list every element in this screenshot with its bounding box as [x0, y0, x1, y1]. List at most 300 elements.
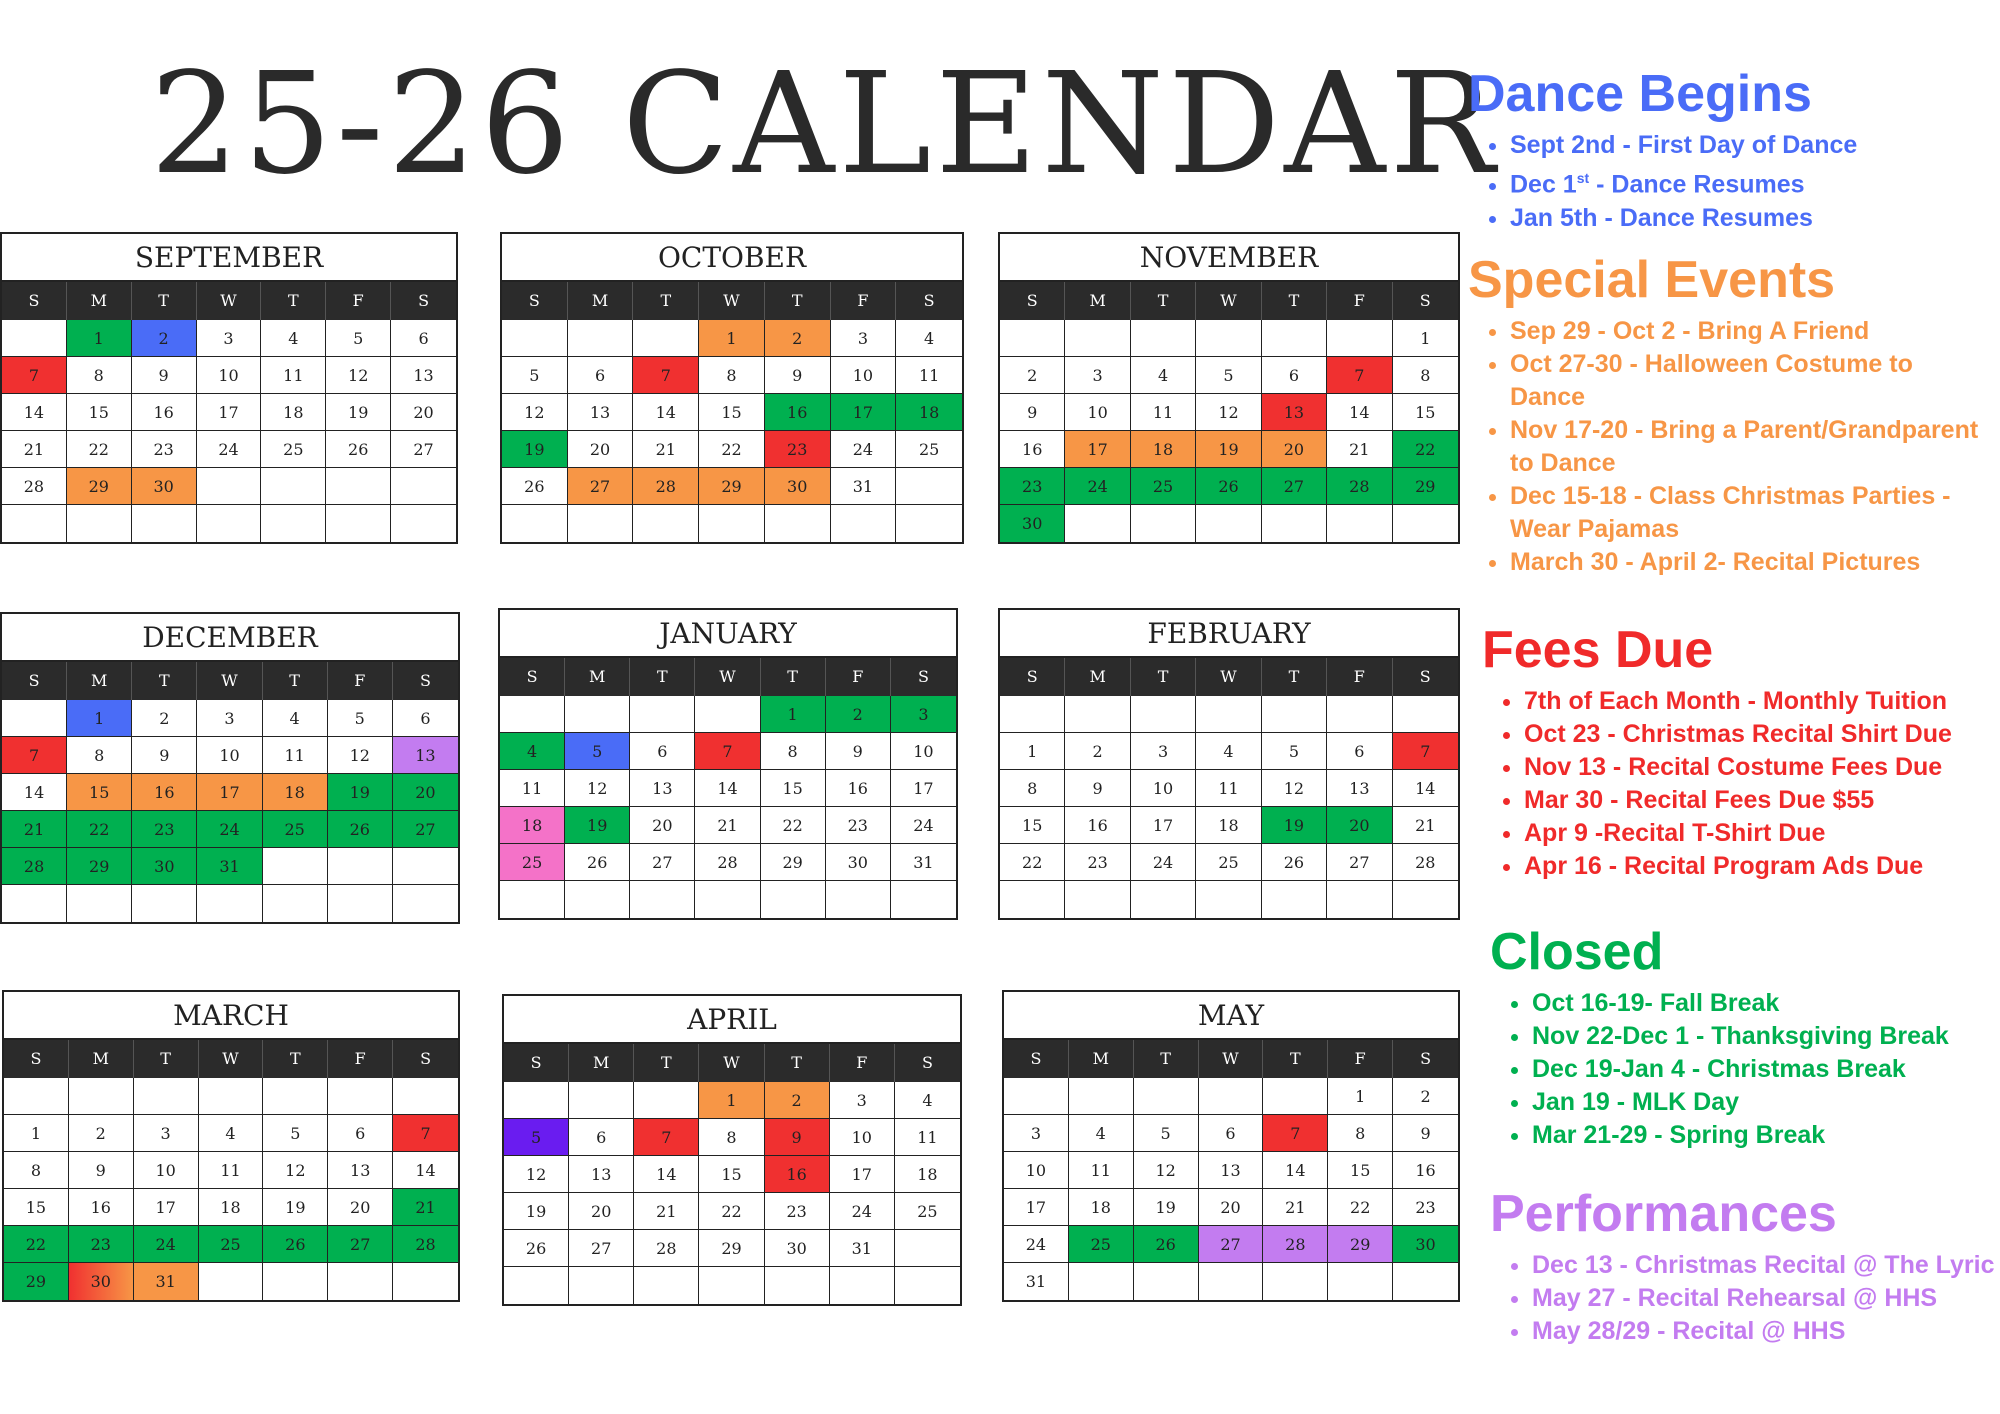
day-cell: 31: [134, 1263, 199, 1300]
day-cell: 16: [1393, 1152, 1458, 1189]
weekday-label: S: [1004, 1040, 1069, 1078]
weekday-header: [2, 662, 458, 700]
weekday-header: [502, 282, 962, 320]
empty-cell: [328, 1263, 393, 1300]
day-cell: 14: [1393, 770, 1458, 807]
day-cell: 1: [67, 700, 132, 737]
day-cell: 17: [134, 1189, 199, 1226]
empty-cell: [896, 505, 962, 542]
day-cell: 27: [1199, 1226, 1264, 1263]
weekday-label: M: [69, 1040, 134, 1078]
day-cell: 1: [761, 696, 826, 733]
legend-item: • Mar 30 - Recital Fees Due $55: [1524, 784, 1952, 817]
day-cell: 19: [263, 1189, 328, 1226]
weekday-label: T: [765, 1044, 830, 1082]
day-cell: 5: [326, 320, 391, 357]
day-cell: 5: [1262, 733, 1327, 770]
day-cell: 21: [2, 431, 67, 468]
day-cell: 6: [1262, 357, 1327, 394]
day-cell: 5: [565, 733, 630, 770]
day-cell: 7: [1393, 733, 1458, 770]
day-grid: [2, 320, 456, 542]
day-cell: 3: [1065, 357, 1130, 394]
day-cell: 3: [831, 320, 897, 357]
weekday-label: S: [419, 671, 431, 690]
day-cell: 22: [67, 811, 132, 848]
empty-cell: [263, 1078, 328, 1115]
day-cell: 31: [831, 468, 897, 505]
empty-cell: [633, 320, 699, 357]
month-march: [2, 990, 460, 1302]
day-cell: 10: [197, 737, 262, 774]
empty-cell: [393, 1263, 458, 1300]
day-cell: 18: [1196, 807, 1261, 844]
legend-item: • May 27 - Recital Rehearsal @ HHS: [1532, 1282, 1995, 1315]
month-name: SEPTEMBER: [2, 234, 456, 282]
weekday-label: W: [197, 662, 262, 700]
day-cell: 19: [1196, 431, 1261, 468]
day-cell: 12: [565, 770, 630, 807]
legend-closed: [1490, 924, 1949, 1152]
day-cell: 6: [1327, 733, 1392, 770]
day-cell: 24: [891, 807, 956, 844]
weekday-label: F: [1327, 282, 1392, 320]
day-cell: 11: [263, 737, 328, 774]
day-cell: 24: [830, 1193, 895, 1230]
day-cell: 25: [895, 1193, 960, 1230]
day-cell: 28: [1393, 844, 1458, 881]
day-cell: 2: [765, 320, 831, 357]
empty-cell: [1263, 1263, 1328, 1300]
day-cell: 9: [1000, 394, 1065, 431]
weekday-label: S: [1419, 291, 1431, 310]
day-cell: 23: [1393, 1189, 1458, 1226]
empty-cell: [132, 885, 197, 922]
day-cell: 9: [69, 1152, 134, 1189]
day-cell: 14: [1327, 394, 1392, 431]
empty-cell: [328, 848, 393, 885]
empty-cell: [1328, 1263, 1393, 1300]
legend-item: • Jan 19 - MLK Day: [1532, 1086, 1949, 1119]
day-cell: 22: [1393, 431, 1458, 468]
weekday-label: T: [1131, 282, 1196, 320]
day-cell: 27: [568, 468, 634, 505]
day-cell: 14: [2, 394, 67, 431]
day-cell: 4: [199, 1115, 264, 1152]
day-cell: 4: [500, 733, 565, 770]
day-cell: 18: [263, 774, 328, 811]
weekday-header: [4, 1040, 458, 1078]
day-cell: 9: [1065, 770, 1130, 807]
day-grid: [504, 1082, 960, 1304]
day-cell: 4: [1069, 1115, 1134, 1152]
day-grid: [502, 320, 962, 542]
day-cell: 5: [328, 700, 393, 737]
empty-cell: [1069, 1263, 1134, 1300]
empty-cell: [695, 696, 760, 733]
day-cell: 9: [765, 357, 831, 394]
day-grid: [500, 696, 956, 918]
legend-item: • Oct 23 - Christmas Recital Shirt Due: [1524, 718, 1952, 751]
legend-item: • Jan 5th - Dance Resumes: [1510, 202, 1857, 235]
day-cell: 25: [1069, 1226, 1134, 1263]
weekday-header: [1000, 658, 1458, 696]
weekday-label: S: [504, 1044, 569, 1082]
day-cell: 22: [1000, 844, 1065, 881]
day-cell: 26: [502, 468, 568, 505]
empty-cell: [569, 1267, 634, 1304]
day-cell: 26: [1262, 844, 1327, 881]
empty-cell: [830, 1267, 895, 1304]
day-cell: 7: [634, 1119, 699, 1156]
legend-heading: Closed: [1490, 923, 1664, 981]
empty-cell: [1131, 881, 1196, 918]
day-cell: 2: [69, 1115, 134, 1152]
legend-item: • Oct 27-30 - Halloween Costume to Dance: [1510, 348, 1990, 414]
day-cell: 1: [4, 1115, 69, 1152]
empty-cell: [765, 1267, 830, 1304]
day-cell: 27: [1327, 844, 1392, 881]
day-cell: 2: [765, 1082, 830, 1119]
empty-cell: [261, 505, 326, 542]
empty-cell: [1131, 696, 1196, 733]
legend-item: • Sept 2nd - First Day of Dance: [1510, 129, 1857, 162]
day-cell: 2: [132, 320, 197, 357]
day-cell: 14: [393, 1152, 458, 1189]
day-cell: 30: [132, 468, 197, 505]
empty-cell: [634, 1267, 699, 1304]
day-cell: 20: [1199, 1189, 1264, 1226]
weekday-label: W: [199, 1040, 264, 1078]
day-cell: 15: [761, 770, 826, 807]
weekday-label: M: [1065, 282, 1130, 320]
month-february: [998, 608, 1460, 920]
day-cell: 27: [391, 431, 456, 468]
empty-cell: [1000, 320, 1065, 357]
day-cell: 29: [1393, 468, 1458, 505]
day-cell: 11: [199, 1152, 264, 1189]
day-cell: 10: [197, 357, 262, 394]
day-cell: 14: [1263, 1152, 1328, 1189]
day-cell: 26: [1196, 468, 1261, 505]
day-cell: 26: [1134, 1226, 1199, 1263]
empty-cell: [1196, 505, 1261, 542]
day-cell: 7: [1263, 1115, 1328, 1152]
day-cell: 23: [765, 431, 831, 468]
day-cell: 1: [67, 320, 132, 357]
day-cell: 12: [263, 1152, 328, 1189]
day-cell: 25: [261, 431, 326, 468]
day-cell: 16: [1065, 807, 1130, 844]
empty-cell: [565, 696, 630, 733]
day-cell: 21: [1263, 1189, 1328, 1226]
weekday-label: M: [568, 282, 634, 320]
weekday-label: W: [1196, 282, 1261, 320]
empty-cell: [502, 320, 568, 357]
empty-cell: [2, 700, 67, 737]
day-cell: 8: [4, 1152, 69, 1189]
weekday-label: M: [565, 658, 630, 696]
day-cell: 8: [1328, 1115, 1393, 1152]
empty-cell: [1262, 320, 1327, 357]
weekday-label: T: [630, 658, 695, 696]
day-cell: 9: [132, 737, 197, 774]
weekday-label: S: [2, 282, 67, 320]
day-cell: 18: [896, 394, 962, 431]
month-january: [498, 608, 958, 920]
day-cell: 12: [1134, 1152, 1199, 1189]
day-cell: 17: [1065, 431, 1130, 468]
legend-heading: Special Events: [1468, 251, 1836, 309]
day-cell: 10: [891, 733, 956, 770]
day-cell: 4: [263, 700, 328, 737]
day-cell: 24: [1004, 1226, 1069, 1263]
day-cell: 25: [896, 431, 962, 468]
day-cell: 18: [261, 394, 326, 431]
weekday-header: [500, 658, 956, 696]
empty-cell: [1327, 320, 1392, 357]
day-cell: 28: [1327, 468, 1392, 505]
empty-cell: [393, 885, 458, 922]
weekday-label: S: [923, 291, 935, 310]
day-cell: 1: [699, 320, 765, 357]
day-cell: 20: [328, 1189, 393, 1226]
empty-cell: [633, 505, 699, 542]
day-cell: 25: [1131, 468, 1196, 505]
empty-cell: [67, 505, 132, 542]
day-cell: 18: [199, 1189, 264, 1226]
empty-cell: [896, 468, 962, 505]
empty-cell: [1263, 1078, 1328, 1115]
day-cell: 25: [263, 811, 328, 848]
day-cell: 29: [67, 468, 132, 505]
empty-cell: [1134, 1263, 1199, 1300]
day-cell: 7: [633, 357, 699, 394]
weekday-label: T: [132, 282, 197, 320]
month-may: [1002, 990, 1460, 1302]
day-cell: 4: [895, 1082, 960, 1119]
day-cell: 2: [132, 700, 197, 737]
day-cell: 20: [569, 1193, 634, 1230]
day-cell: 11: [1131, 394, 1196, 431]
month-name: MARCH: [4, 992, 458, 1040]
day-cell: 12: [328, 737, 393, 774]
legend-performances: [1490, 1186, 1995, 1348]
month-november: [998, 232, 1460, 544]
empty-cell: [1196, 320, 1261, 357]
day-cell: 21: [695, 807, 760, 844]
day-cell: 28: [633, 468, 699, 505]
weekday-label: T: [761, 658, 826, 696]
day-cell: 18: [895, 1156, 960, 1193]
day-cell: 29: [699, 468, 765, 505]
day-cell: 24: [1131, 844, 1196, 881]
day-cell: 26: [263, 1226, 328, 1263]
empty-cell: [197, 468, 262, 505]
day-cell: 6: [630, 733, 695, 770]
day-cell: 7: [2, 737, 67, 774]
empty-cell: [630, 881, 695, 918]
day-cell: 11: [895, 1119, 960, 1156]
month-april: [502, 994, 962, 1306]
day-cell: 1: [1000, 733, 1065, 770]
day-grid: [1000, 320, 1458, 542]
empty-cell: [391, 468, 456, 505]
day-cell: 16: [132, 774, 197, 811]
weekday-header: [1000, 282, 1458, 320]
day-cell: 16: [132, 394, 197, 431]
day-cell: 26: [328, 811, 393, 848]
day-cell: 4: [261, 320, 326, 357]
day-cell: 6: [568, 357, 634, 394]
day-cell: 19: [565, 807, 630, 844]
empty-cell: [1134, 1078, 1199, 1115]
day-cell: 22: [67, 431, 132, 468]
day-cell: 28: [2, 468, 67, 505]
day-cell: 3: [891, 696, 956, 733]
empty-cell: [1065, 320, 1130, 357]
empty-cell: [695, 881, 760, 918]
empty-cell: [630, 696, 695, 733]
day-cell: 5: [1134, 1115, 1199, 1152]
day-cell: 2: [1065, 733, 1130, 770]
legend-fees-due: [1482, 622, 1952, 883]
day-cell: 12: [326, 357, 391, 394]
legend-item: • Oct 16-19- Fall Break: [1532, 987, 1949, 1020]
legend-item: • Dec 15-18 - Class Christmas Parties - Wear Pajamas: [1510, 480, 1990, 546]
day-cell: 15: [1393, 394, 1458, 431]
day-cell: 28: [695, 844, 760, 881]
empty-cell: [1262, 505, 1327, 542]
day-cell: 25: [1196, 844, 1261, 881]
empty-cell: [134, 1078, 199, 1115]
day-cell: 1: [1393, 320, 1458, 357]
legend-item: • Dec 13 - Christmas Recital @ The Lyric: [1532, 1249, 1995, 1282]
empty-cell: [895, 1267, 960, 1304]
empty-cell: [1000, 881, 1065, 918]
day-cell: 8: [1000, 770, 1065, 807]
day-cell: 13: [1327, 770, 1392, 807]
day-cell: 11: [1069, 1152, 1134, 1189]
day-cell: 30: [132, 848, 197, 885]
day-cell: 17: [831, 394, 897, 431]
day-cell: 30: [1393, 1226, 1458, 1263]
day-cell: 6: [391, 320, 456, 357]
empty-cell: [199, 1263, 264, 1300]
legend-item: • Nov 22-Dec 1 - Thanksgiving Break: [1532, 1020, 1949, 1053]
day-cell: 20: [630, 807, 695, 844]
day-cell: 13: [630, 770, 695, 807]
day-cell: 5: [502, 357, 568, 394]
empty-cell: [1131, 505, 1196, 542]
legend-item: • Nov 17-20 - Bring a Parent/Grandparent to Dance: [1510, 414, 1990, 480]
weekday-label: T: [132, 662, 197, 700]
day-grid: [1004, 1078, 1458, 1300]
weekday-label: S: [1420, 1049, 1432, 1068]
day-cell: 16: [826, 770, 891, 807]
weekday-label: T: [1263, 1040, 1328, 1078]
weekday-label: T: [261, 282, 326, 320]
empty-cell: [67, 885, 132, 922]
day-cell: 14: [695, 770, 760, 807]
weekday-label: M: [1069, 1040, 1134, 1078]
day-cell: 8: [67, 357, 132, 394]
empty-cell: [69, 1078, 134, 1115]
empty-cell: [326, 505, 391, 542]
day-cell: 15: [67, 774, 132, 811]
day-cell: 17: [1004, 1189, 1069, 1226]
empty-cell: [1065, 696, 1130, 733]
day-cell: 24: [831, 431, 897, 468]
empty-cell: [826, 881, 891, 918]
empty-cell: [1131, 320, 1196, 357]
weekday-label: W: [1196, 658, 1261, 696]
day-cell: 9: [765, 1119, 830, 1156]
legend-heading: Performances: [1490, 1185, 1837, 1243]
day-cell: 29: [1328, 1226, 1393, 1263]
empty-cell: [568, 320, 634, 357]
month-september: [0, 232, 458, 544]
empty-cell: [761, 881, 826, 918]
weekday-label: W: [1199, 1040, 1264, 1078]
day-cell: 14: [2, 774, 67, 811]
day-cell: 9: [132, 357, 197, 394]
legend-item: • Apr 16 - Recital Program Ads Due: [1524, 850, 1952, 883]
day-cell: 22: [1328, 1189, 1393, 1226]
weekday-label: T: [1262, 282, 1327, 320]
empty-cell: [4, 1078, 69, 1115]
day-cell: 23: [132, 431, 197, 468]
day-cell: 13: [569, 1156, 634, 1193]
day-grid: [1000, 696, 1458, 918]
day-cell: 5: [1196, 357, 1261, 394]
day-cell: 15: [1328, 1152, 1393, 1189]
legend-item: • Dec 1st - Dance Resumes: [1510, 162, 1857, 201]
month-name: MAY: [1004, 992, 1458, 1040]
empty-cell: [1065, 881, 1130, 918]
day-cell: 25: [500, 844, 565, 881]
day-cell: 20: [1327, 807, 1392, 844]
day-cell: 6: [569, 1119, 634, 1156]
day-cell: 19: [1134, 1189, 1199, 1226]
weekday-label: S: [502, 282, 568, 320]
empty-cell: [504, 1082, 569, 1119]
day-cell: 11: [896, 357, 962, 394]
empty-cell: [504, 1267, 569, 1304]
empty-cell: [1196, 881, 1261, 918]
weekday-label: F: [831, 282, 897, 320]
weekday-label: M: [1065, 658, 1130, 696]
weekday-label: F: [328, 662, 393, 700]
weekday-label: F: [830, 1044, 895, 1082]
day-cell: 2: [1393, 1078, 1458, 1115]
day-cell: 7: [2, 357, 67, 394]
day-cell: 19: [1262, 807, 1327, 844]
day-cell: 17: [197, 394, 262, 431]
day-cell: 2: [1000, 357, 1065, 394]
day-cell: 12: [1262, 770, 1327, 807]
empty-cell: [1393, 696, 1458, 733]
empty-cell: [1393, 1263, 1458, 1300]
day-cell: 27: [569, 1230, 634, 1267]
day-cell: 12: [504, 1156, 569, 1193]
page-title: 25-26 CALENDAR: [150, 43, 1499, 206]
weekday-label: S: [420, 1049, 432, 1068]
empty-cell: [2, 505, 67, 542]
weekday-label: M: [67, 282, 132, 320]
day-cell: 21: [2, 811, 67, 848]
empty-cell: [1196, 696, 1261, 733]
